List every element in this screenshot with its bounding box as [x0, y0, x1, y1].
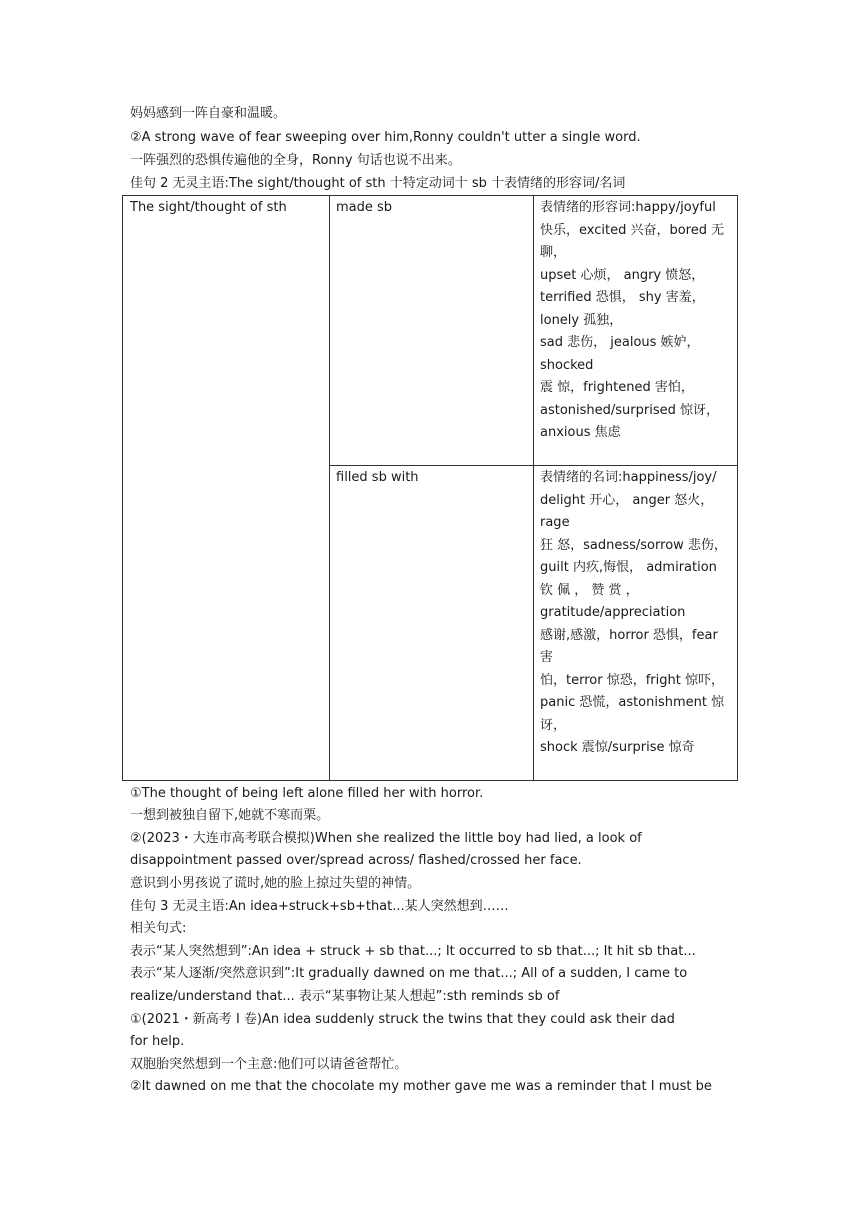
- table-cell-line: rage: [540, 515, 570, 530]
- table-cell-line: astonished/surprised 惊讶，: [540, 402, 720, 418]
- table-cell-verb-1: made sb: [336, 200, 393, 215]
- table-cell-subject: The sight/thought of sth: [130, 200, 287, 215]
- table-cell-line: shock 震惊/surprise 惊奇: [540, 740, 695, 755]
- table-cell-line: 震 惊，frightened 害怕，: [540, 380, 694, 395]
- table-cell-line: panic 恐慌，astonishment 惊: [540, 695, 725, 710]
- example-line: ①The thought of being left alone filled her with horror.: [130, 786, 484, 801]
- table-cell-line: sad 悲伤， jealous 嫉妒，: [540, 335, 700, 350]
- table-cell-nouns: [540, 467, 732, 760]
- table-cell-line: 聊，: [540, 245, 567, 260]
- table-cell-line: 表情绪的形容词:happy/joyful: [540, 200, 716, 215]
- example-line: ①(2021・新高考 I 卷)An idea suddenly struck the twins that they could ask their dad: [130, 1012, 675, 1027]
- example-line: for help.: [130, 1034, 185, 1049]
- example-line: 相关句式:: [130, 921, 187, 936]
- table-cell-line: anxious 焦虑: [540, 425, 621, 440]
- table-cell-verb-2: filled sb with: [336, 470, 419, 485]
- table-cell-line: 讶，: [540, 717, 567, 733]
- table-cell-line: 狂 怒，sadness/sorrow 悲伤，: [540, 537, 727, 553]
- example-line: 意识到小男孩说了谎时,她的脸上掠过失望的神情。: [130, 876, 421, 891]
- table-divider: [329, 196, 330, 780]
- table-cell-line: upset 心烦， angry 愤怒，: [540, 267, 705, 283]
- table-cell-line: lonely 孤独，: [540, 312, 623, 328]
- table-cell-line: 怕，terror 惊恐，fright 惊吓，: [540, 672, 724, 688]
- intro-line-2: ②A strong wave of fear sweeping over him,Ronny couldn't utter a single word.: [130, 130, 641, 145]
- example-line: 一想到被独自留下,她就不寒而栗。: [130, 808, 330, 823]
- table-cell-adjectives: [540, 197, 732, 445]
- table-cell-line: 钦 佩 ， 赞 赏 ，: [540, 582, 639, 598]
- example-line: ②It dawned on me that the chocolate my mother gave me was a reminder that I must be: [130, 1079, 712, 1094]
- table-cell-line: 感谢,感激，horror 恐惧，fear: [540, 627, 718, 643]
- example-line: 双胞胎突然想到一个主意:他们可以请爸爸帮忙。: [130, 1057, 408, 1072]
- example-line: 表示“某人逐渐/突然意识到”:It gradually dawned on me that...; All of a sudden, I came to: [130, 966, 688, 981]
- example-line: realize/understand that... 表示“某事物让某人想起”:sth reminds sb of: [130, 989, 560, 1004]
- example-line: ②(2023・大连市高考联合模拟)When she realized the little boy had lied, a look of: [130, 831, 642, 846]
- example-line: disappointment passed over/spread across/ flashed/crossed her face.: [130, 853, 582, 868]
- table-cell-line: shocked: [540, 357, 594, 373]
- intro-line-1: 妈妈感到一阵自豪和温暖。: [130, 106, 287, 121]
- table-cell-line: terrified 恐惧， shy 害羞，: [540, 290, 705, 305]
- intro-line-3: 一阵强烈的恐惧传遍他的全身，Ronny 句话也说不出来。: [130, 153, 461, 168]
- table-cell-line: 快乐，excited 兴奋，bored 无: [540, 222, 725, 238]
- table-cell-line: 表情绪的名词:happiness/joy/: [540, 470, 717, 485]
- table-cell-line: gratitude/appreciation: [540, 605, 686, 620]
- table-cell-line: delight 开心， anger 怒火，: [540, 492, 714, 508]
- section-heading-3: 佳句 3 无灵主语:An idea+struck+sb+that...某人突然想到……: [130, 899, 509, 914]
- section-heading-2: 佳句 2 无灵主语:The sight/thought of sth 十特定动词十 sb 十表情绪的形容词/名词: [130, 176, 626, 191]
- table-cell-line: guilt 内疚,悔恨， admiration: [540, 560, 717, 575]
- emotion-table: [122, 195, 738, 781]
- table-cell-line: 害: [540, 650, 554, 665]
- table-divider: [533, 196, 534, 780]
- example-line: 表示“某人突然想到”:An idea + struck + sb that...; It occurred to sb that...; It hit sb that...: [130, 944, 696, 959]
- table-divider: [329, 465, 737, 466]
